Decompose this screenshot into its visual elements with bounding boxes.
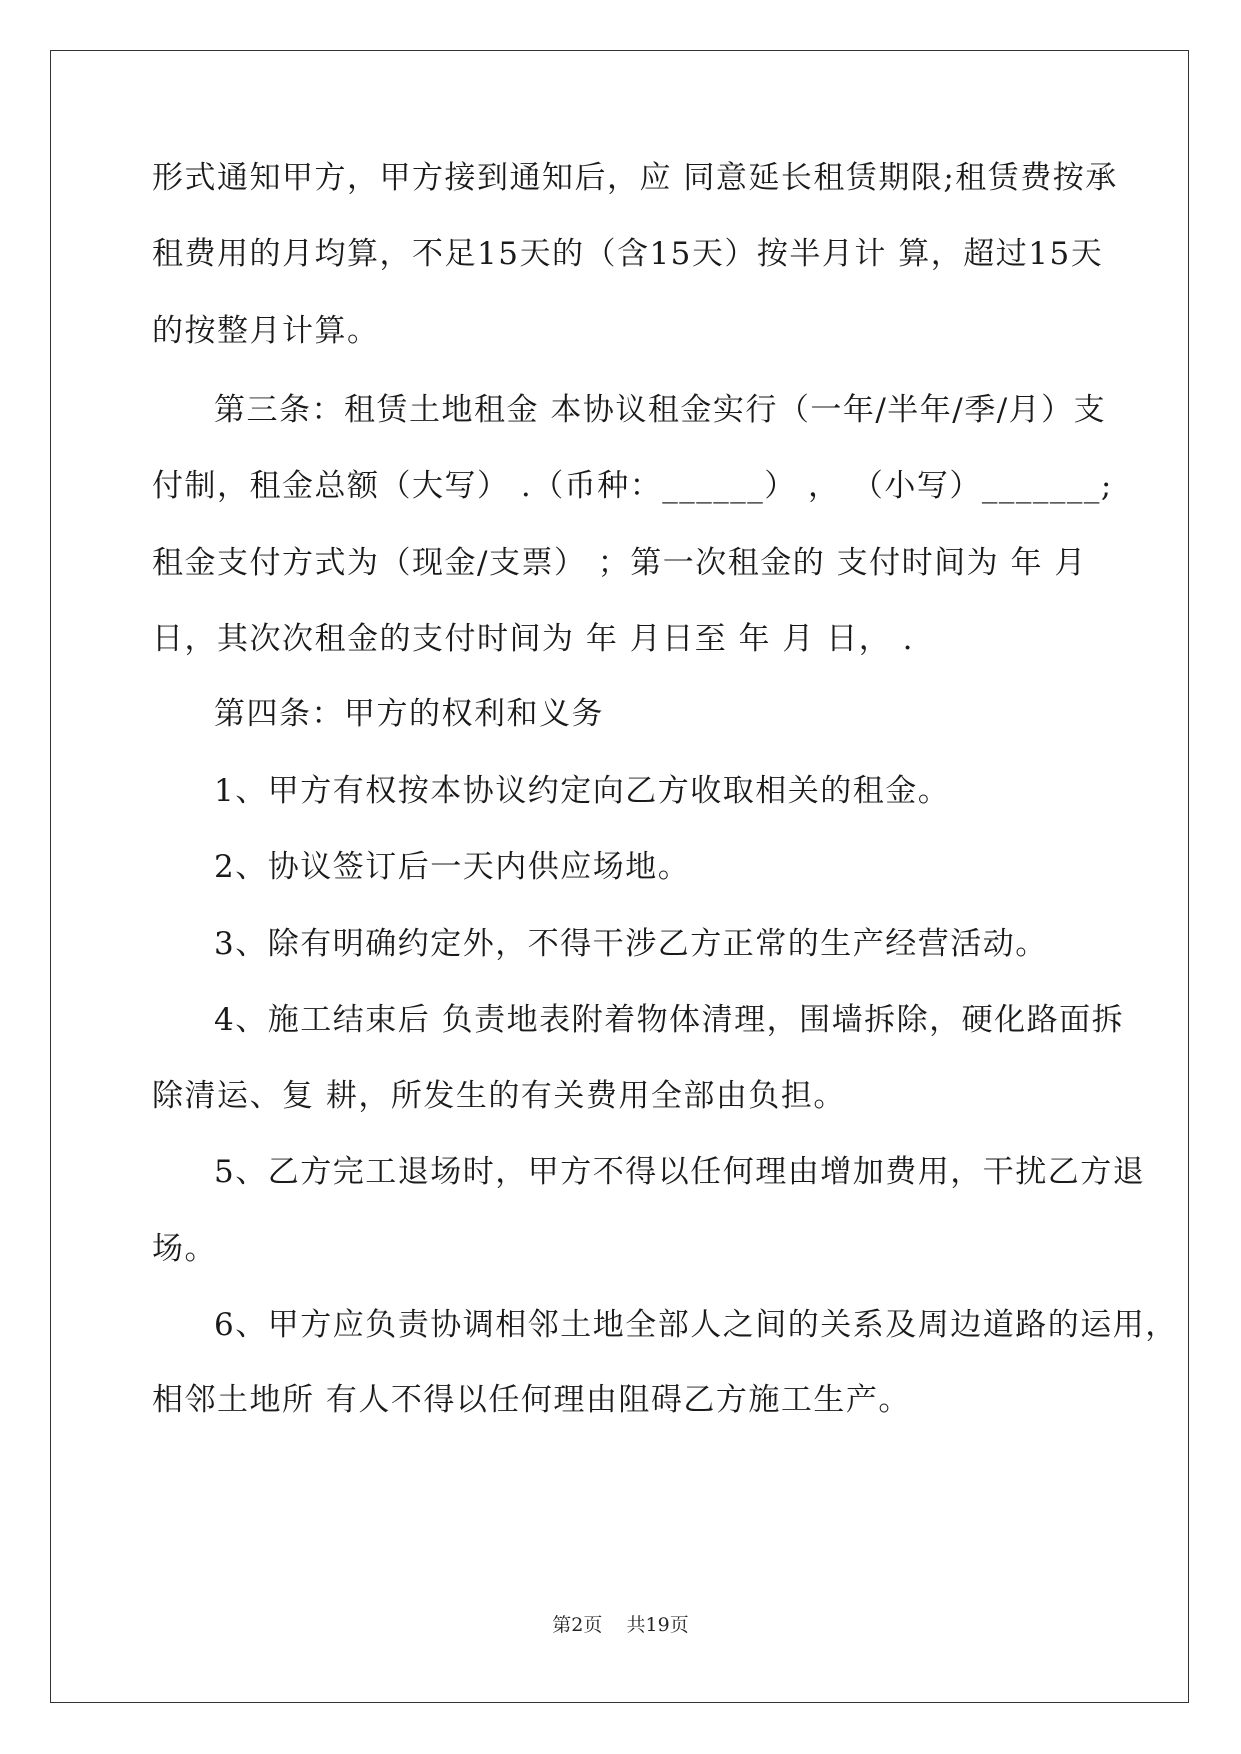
article-4-heading: 第四条：甲方的权利和义务 xyxy=(214,696,604,732)
text-line: 相邻土地所 有人不得以任何理由阻碍乙方施工生产。 xyxy=(152,1382,911,1418)
page-number-footer: 第2页 共19页 xyxy=(552,1614,689,1636)
text-line: 日，其次次租金的支付时间为 年 月日至 年 月 日， . xyxy=(152,621,914,657)
list-item: 3、除有明确约定外，不得干涉乙方正常的生产经营活动。 xyxy=(214,926,1048,962)
list-item: 2、协议签订后一天内供应场地。 xyxy=(214,849,691,885)
text-line: 形式通知甲方，甲方接到通知后，应 同意延长租赁期限;租赁费按承 xyxy=(152,160,1118,196)
list-item: 4、施工结束后 负责地表附着物体清理，围墙拆除，硬化路面拆 xyxy=(214,1002,1125,1038)
text-line: 场。 xyxy=(152,1231,217,1267)
text-line: 租费用的月均算，不足15天的（含15天）按半月计 算，超过15天 xyxy=(152,236,1104,272)
text-line: 除清运、复 耕，所发生的有关费用全部由负担。 xyxy=(152,1078,846,1114)
list-item: 6、甲方应负责协调相邻土地全部人之间的关系及周边道路的运用， xyxy=(214,1307,1178,1343)
article-3-heading: 第三条：租赁土地租金 本协议租金实行（一年/半年/季/月）支 xyxy=(214,392,1107,428)
list-item: 5、乙方完工退场时，甲方不得以任何理由增加费用，干扰乙方退 xyxy=(214,1154,1146,1190)
list-item: 1、甲方有权按本协议约定向乙方收取相关的租金。 xyxy=(214,773,951,809)
text-line: 付制，租金总额（大写） .（币种：______） ， （小写）_______; xyxy=(152,468,1113,504)
text-line: 租金支付方式为（现金/支票） ；第一次租金的 支付时间为 年 月 xyxy=(152,545,1087,581)
text-line: 的按整月计算。 xyxy=(152,313,380,349)
